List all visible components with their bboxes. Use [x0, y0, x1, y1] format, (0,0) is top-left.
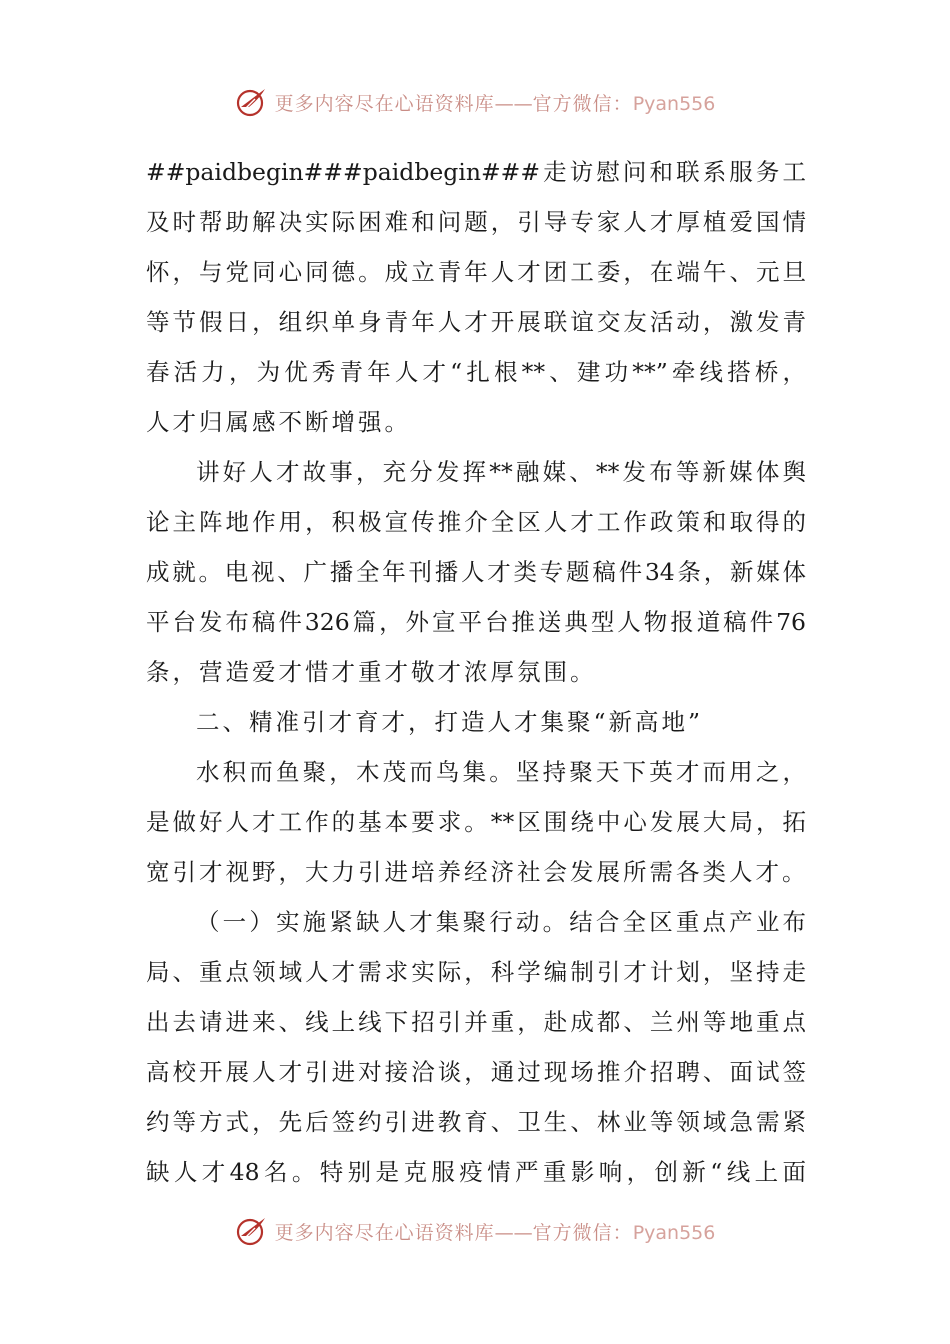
text-line: 论主阵地作用，积极宣传推介全区人才工作政策和取得的 [146, 508, 806, 536]
banner-text [275, 89, 716, 116]
text-line: 成就。电视、广播全年刊播人才类专题稿件34条，新媒体 [146, 558, 806, 586]
banner-dash: —— [494, 92, 533, 115]
text-line: 条，营造爱才惜才重才敬才浓厚氛围。 [146, 658, 597, 686]
text-line: 春活力，为优秀青年人才“扎根**、建功**”牵线搭桥， [146, 358, 806, 386]
banner-dash: —— [494, 1221, 533, 1244]
banner-wechat-id: Pyan556 [632, 92, 716, 115]
quill-logo-icon [235, 85, 269, 119]
text-line: 人才归属感不断增强。 [146, 408, 411, 436]
text-line: 等节假日，组织单身青年人才开展联谊交友活动，激发青 [146, 308, 806, 336]
text-line: 高校开展人才引进对接洽谈，通过现场推介招聘、面试签 [146, 1058, 806, 1086]
footer-banner [0, 1211, 950, 1251]
text-line: 宽引才视野，大力引进培养经济社会发展所需各类人才。 [146, 858, 809, 886]
text-line: 出去请进来、线上线下招引并重，赴成都、兰州等地重点 [146, 1008, 806, 1036]
banner-label: 官方微信： [532, 1221, 633, 1244]
paragraph-start-line: 讲好人才故事，充分发挥**融媒、**发布等新媒体舆 [196, 458, 806, 486]
document-body [146, 147, 809, 1197]
banner-group [235, 1214, 716, 1248]
paragraph-start-line: 水积而鱼聚，木茂而鸟集。坚持聚天下英才而用之， [196, 758, 806, 786]
text-line: ##paidbegin###paidbegin###走访慰问和联系服务工 [146, 158, 806, 186]
banner-text [275, 1218, 716, 1245]
banner-group [235, 85, 716, 119]
banner-wechat-id: Pyan556 [632, 1221, 716, 1244]
banner-slogan: 更多内容尽在心语资料库 [274, 92, 495, 115]
banner-label: 官方微信： [532, 92, 633, 115]
text-line: 约等方式，先后签约引进教育、卫生、林业等领域急需紧 [146, 1108, 806, 1136]
text-line: 及时帮助解决实际困难和问题，引导专家人才厚植爱国情 [146, 208, 806, 236]
banner-slogan: 更多内容尽在心语资料库 [274, 1221, 495, 1244]
text-line: 是做好人才工作的基本要求。**区围绕中心发展大局，拓 [146, 808, 806, 836]
text-line: 平台发布稿件326篇，外宣平台推送典型人物报道稿件76 [146, 608, 806, 636]
paragraph-start-line: （一）实施紧缺人才集聚行动。结合全区重点产业布 [196, 908, 806, 936]
section-heading: 二、精准引才育才，打造人才集聚“新高地” [196, 708, 704, 736]
text-line: 局、重点领域人才需求实际，科学编制引才计划，坚持走 [146, 958, 806, 986]
text-line: 缺人才48名。特别是克服疫情严重影响，创新“线上面 [146, 1158, 806, 1186]
text-line: 怀，与党同心同德。成立青年人才团工委，在端午、元旦 [146, 258, 806, 286]
quill-logo-icon [235, 1214, 269, 1248]
header-banner [0, 82, 950, 122]
